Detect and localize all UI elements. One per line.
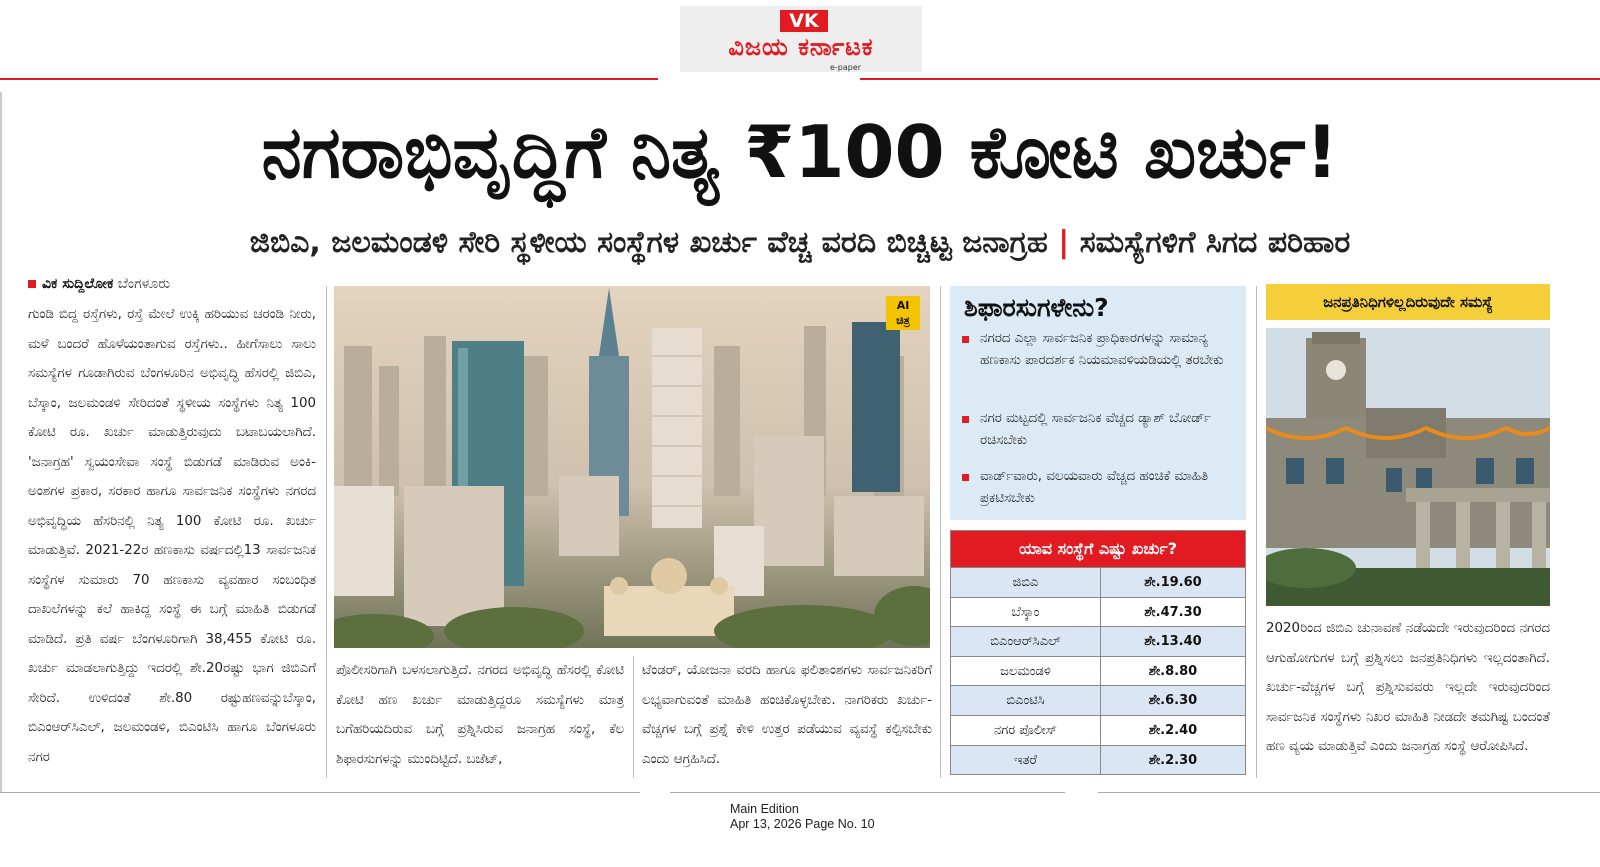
recommendations-box (950, 286, 1246, 520)
masthead-name: ವಿಜಯ ಕರ್ನಾಟಕ (728, 33, 874, 61)
recommendations-title: ಶಿಫಾರಸುಗಳೇನು? (964, 293, 1109, 322)
subheadline-left: ಜಿಬಿಎ, ಜಲಮಂಡಳಿ ಸೇರಿ ಸ್ಥಳೀಯ ಸಂಸ್ಥೆಗಳ ಖರ್ಚು ವೆಚ್ಚ ವರದಿ ಬಿಚ್ಚಿಟ್ಟ ಜನಾಗ್ರಹ (249, 225, 1048, 260)
page-headline: ನಗರಾಭಿವೃದ್ಧಿಗೆ ನಿತ್ಯ ₹100 ಕೋಟಿ ಖರ್ಚು! (261, 110, 1339, 194)
table-cell-org: ಬಿಎಂಆರ್‌ಸಿಎಲ್ (951, 627, 1101, 656)
recommendation-item (962, 466, 1238, 510)
table-cell-share: ಶೇ.2.30 (1148, 752, 1198, 768)
recommendation-text: ವಾರ್ಡ್‌ವಾರು, ವಲಯವಾರು ವೆಚ್ಚದ ಹಂಚಿಕೆ ಮಾಹಿತಿ ಪ್ರಕಟಿಸಬೇಕು (980, 469, 1209, 506)
vk-badge: VK (780, 10, 828, 32)
table-row (951, 685, 1245, 715)
ai-badge-line2: ಚಿತ್ರ (896, 314, 910, 327)
table-cell-org: ಜಲಮಂಡಳಿ (951, 657, 1101, 686)
recommendation-text: ನಗರದ ಎಲ್ಲಾ ಸಾರ್ವಜನಿಕ ಪ್ರಾಧಿಕಾರಗಳನ್ನು ಸಾಮಾನ್ಯ ಹಣಕಾಸು ಪಾರದರ್ಶಕ ನಿಯಮಾವಳಿಯಡಿಯಲ್ಲಿ ತರಬೇಕು (980, 331, 1224, 368)
table-cell-org: ಬಿಎಂಟಿಸಿ (951, 686, 1101, 715)
article-column-3: ಟೆಂಡರ್, ಯೋಜನಾ ವರದಿ ಹಾಗೂ ಫಲಿತಾಂಶಗಳು ಸಾರ್ವಜನಿಕರಿಗೆ ಲಭ್ಯವಾಗುವಂತೆ ಮಾಹಿತಿ ಹಂಚಿಕೊಳ್ಳಬೇಕು. ನಾಗರಿಕರು ಖರ್ಚು-ವೆಚ್ಚಗಳ ಬಗ್ಗೆ ಪ್ರಶ್ನೆ ಕೇಳಿ ಉತ್ತರ ಪಡೆಯುವ ವ್ಯವಸ್ಥೆ ಕಲ್ಪಿಸಬೇಕು ಎಂದು ಆಗ್ರಹಿಸಿದೆ. (642, 663, 932, 767)
page-footer (730, 802, 875, 832)
byline-bullet-icon (28, 280, 36, 288)
byline-source: ವಿಕ ಸುದ್ದಿಲೋಕ (42, 276, 114, 292)
side-story-text: 2020ರಿಂದ ಜಿಬಿಎ ಚುನಾವಣೆ ನಡೆಯದೇ ಇರುವುದರಿಂದ ನಗರದ ಆಗುಹೋಗುಗಳ ಬಗ್ಗೆ ಪ್ರಶ್ನಿಸಲು ಜನಪ್ರತಿನಿಧಿಗಳು ಇಲ್ಲದಂತಾಗಿದೆ. ಖರ್ಚು-ವೆಚ್ಚಗಳ ಬಗ್ಗೆ ಪ್ರಶ್ನಿಸುವವರು ಇಲ್ಲದೇ ಇರುವುದರಿಂದ ಸಾರ್ವಜನಿಕ ಸಂಸ್ಥೆಗಳು ನಿಖರ ಮಾಹಿತಿ ನೀಡದೇ ತಮಗಿಷ್ಟ ಬಂದಂತೆ ಹಣ ವ್ಯಯ ಮಾಡುತ್ತಿವೆ ಎಂದು ಜನಾಗ್ರಹ ಸಂಸ್ಥೆ ಆರೋಪಿಸಿದೆ. (1266, 621, 1550, 754)
table-cell-org: ಜಿಬಿಎ (951, 568, 1101, 597)
table-cell-share: ಶೇ.47.30 (1144, 604, 1202, 620)
subheadline-right: ಸಮಸ್ಯೆಗಳಿಗೆ ಸಿಗದ ಪರಿಹಾರ (1079, 225, 1351, 260)
footer-edition: Main Edition (730, 802, 799, 816)
side-story-heading: ಜನಪ್ರತಿನಿಧಿಗಳಿಲ್ಲದಿರುವುದೇ ಸಮಸ್ಯೆ (1266, 284, 1550, 320)
ai-badge-line1: AI (896, 299, 910, 312)
table-cell-share: ಶೇ.2.40 (1148, 722, 1198, 738)
ai-image-badge (886, 296, 920, 330)
table-cell-share: ಶೇ.13.40 (1144, 634, 1202, 650)
recommendation-item (962, 408, 1238, 452)
table-row (951, 656, 1245, 686)
column-divider (940, 286, 941, 778)
article-column-2: ಪೊಲೀಸರಿಗಾಗಿ ಬಳಸಲಾಗುತ್ತಿದೆ. ನಗರದ ಅಭಿವೃದ್ಧಿ ಹೆಸರಲ್ಲಿ ಕೋಟಿ ಕೋಟಿ ಹಣ ಖರ್ಚು ಮಾಡುತ್ತಿದ್ದರೂ ಸಮಸ್ಯೆಗಳು ಮಾತ್ರ ಬಗೆಹರಿಯದಿರುವ ಬಗ್ಗೆ ಪ್ರಶ್ನಿಸಿರುವ ಜನಾಗ್ರಹ ಸಂಸ್ಥೆ, ಕೆಲ ಶಿಫಾರಸುಗಳನ್ನು ಮುಂದಿಟ್ಟಿದೆ. ಬಜೆಟ್, (336, 663, 624, 767)
bullet-icon (962, 474, 969, 481)
skyline-illustration (334, 286, 930, 648)
spend-share-table (950, 530, 1246, 775)
bullet-icon (962, 336, 969, 343)
footer-rule (1098, 792, 1600, 793)
footer-rule (670, 792, 1065, 793)
footer-rule (0, 792, 640, 793)
table-cell-org: ಇತರೆ (951, 746, 1101, 775)
spend-table-title: ಯಾವ ಸಂಸ್ಥೆಗೆ ಎಷ್ಟು ಖರ್ಚು? (951, 531, 1245, 567)
byline (28, 276, 170, 292)
table-row (951, 626, 1245, 656)
column-divider (633, 656, 634, 778)
column-divider (326, 286, 327, 778)
masthead-rule-left (0, 78, 658, 80)
byline-place: ಬೆಂಗಳೂರು (117, 276, 171, 292)
masthead-logo (680, 6, 922, 72)
table-row (951, 745, 1245, 775)
article-column-1: ಗುಂಡಿ ಬಿದ್ದ ರಸ್ತೆಗಳು, ರಸ್ತೆ ಮೇಲೆ ಉಕ್ಕಿ ಹರಿಯುವ ಚರಂಡಿ ನೀರು, ಮಳೆ ಬಂದರೆ ಹೊಳೆಯಂತಾಗುವ ರಸ್ತೆಗಳು.. ಹೀಗೆಸಾಲು ಸಾಲು ಸಮಸ್ಯೆಗಳ ಗೂಡಾಗಿರುವ ಬೆಂಗಳೂರಿನ ಅಭಿವೃದ್ಧಿ ಹೆಸರಲ್ಲಿ ಜಿಬಿಎ, ಬೆಸ್ಕಾಂ, ಜಲಮಂಡಳಿ ಸೇರಿದಂತೆ ಸ್ಥಳೀಯ ಸಂಸ್ಥೆಗಳು ನಿತ್ಯ 100 ಕೋಟಿ ರೂ. ಖರ್ಚು ಮಾಡುತ್ತಿರುವುದು ಬಟಾಬಯಲಾಗಿದೆ. 'ಜನಾಗ್ರಹ' ಸ್ವಯಂಸೇವಾ ಸಂಸ್ಥೆ ಬಿಡುಗಡೆ ಮಾಡಿರುವ ಅಂಕಿ-ಅಂಶಗಳ ಪ್ರಕಾರ, ಸರಕಾರ ಹಾಗೂ ಸಾರ್ವಜನಿಕ ಸಂಸ್ಥೆಗಳು ನಗರದ ಅಭಿವೃದ್ಧಿಯ ಹೆಸರಿನಲ್ಲಿ ನಿತ್ಯ 100 ಕೋಟಿ ರೂ. ಖರ್ಚು ಮಾಡುತ್ತಿವೆ. 2021-22ರ ಹಣಕಾಸು ವರ್ಷದಲ್ಲಿ13 ಸಾರ್ವಜನಿಕ ಸಂಸ್ಥೆಗಳ ಸುಮಾರು 70 ಹಣಕಾಸು ವ್ಯವಹಾರ ಸಂಬಂಧಿತ ದಾಖಲೆಗಳನ್ನು ಕಲೆ ಹಾಕಿದ್ದ ಸಂಸ್ಥೆ ಈ ಬಗ್ಗೆ ಮಾಹಿತಿ ಬಿಡುಗಡೆ ಮಾಡಿದೆ. ಪ್ರತಿ ವರ್ಷ ಬೆಂಗಳೂರಿಗಾಗಿ 38,455 ಕೋಟಿ ರೂ. ಖರ್ಚು ಮಾಡಲಾಗುತ್ತಿದ್ದು ಇದರಲ್ಲಿ ಶೇ.20ರಷ್ಟು ಭಾಗ ಜಿಬಿಎಗೆ ಸೇರಿದೆ. ಉಳಿದಂತೆ ಶೇ.80 ರಷ್ಟುಹಣವನ್ನುಬೆಸ್ಕಾಂ, ಬಿಎಂಆರ್‌ಸಿಎಲ್, ಜಲಮಂಡಳಿ, ಬಿಎಂಟಿಸಿ ಹಾಗೂ ಬೆಂಗಳೂರು ನಗರ (28, 307, 316, 765)
spend-table-body (951, 567, 1245, 774)
recommendation-text: ನಗರ ಮಟ್ಟದಲ್ಲಿ ಸಾರ್ವಜನಿಕ ವೆಚ್ಚದ ಡ್ಯಾಶ್ ಬೋರ್ಡ್ ರಚಿಸಬೇಕು (980, 411, 1212, 448)
masthead-subtitle: e-paper (830, 63, 862, 72)
masthead-rule-right (860, 78, 1600, 80)
table-cell-share: ಶೇ.19.60 (1144, 575, 1202, 590)
heritage-building-illustration (1266, 328, 1550, 606)
bbmp-building-photo (1266, 328, 1550, 606)
table-cell-share: ಶೇ.6.30 (1148, 693, 1198, 709)
bullet-icon (962, 416, 969, 423)
table-row (951, 715, 1245, 745)
table-row (951, 567, 1245, 597)
subheadline-separator: | (1058, 225, 1070, 260)
column-divider (1256, 286, 1257, 778)
subheadline (0, 216, 1600, 270)
table-cell-org: ನಗರ ಪೊಲೀಸ್ (951, 716, 1101, 745)
footer-date-page: Apr 13, 2026 Page No. 10 (730, 817, 875, 831)
city-skyline-photo (334, 286, 930, 648)
table-cell-share: ಶೇ.8.80 (1148, 663, 1198, 679)
table-cell-org: ಬೆಸ್ಕಾಂ (951, 598, 1101, 627)
table-row (951, 597, 1245, 627)
recommendation-item (962, 328, 1238, 372)
